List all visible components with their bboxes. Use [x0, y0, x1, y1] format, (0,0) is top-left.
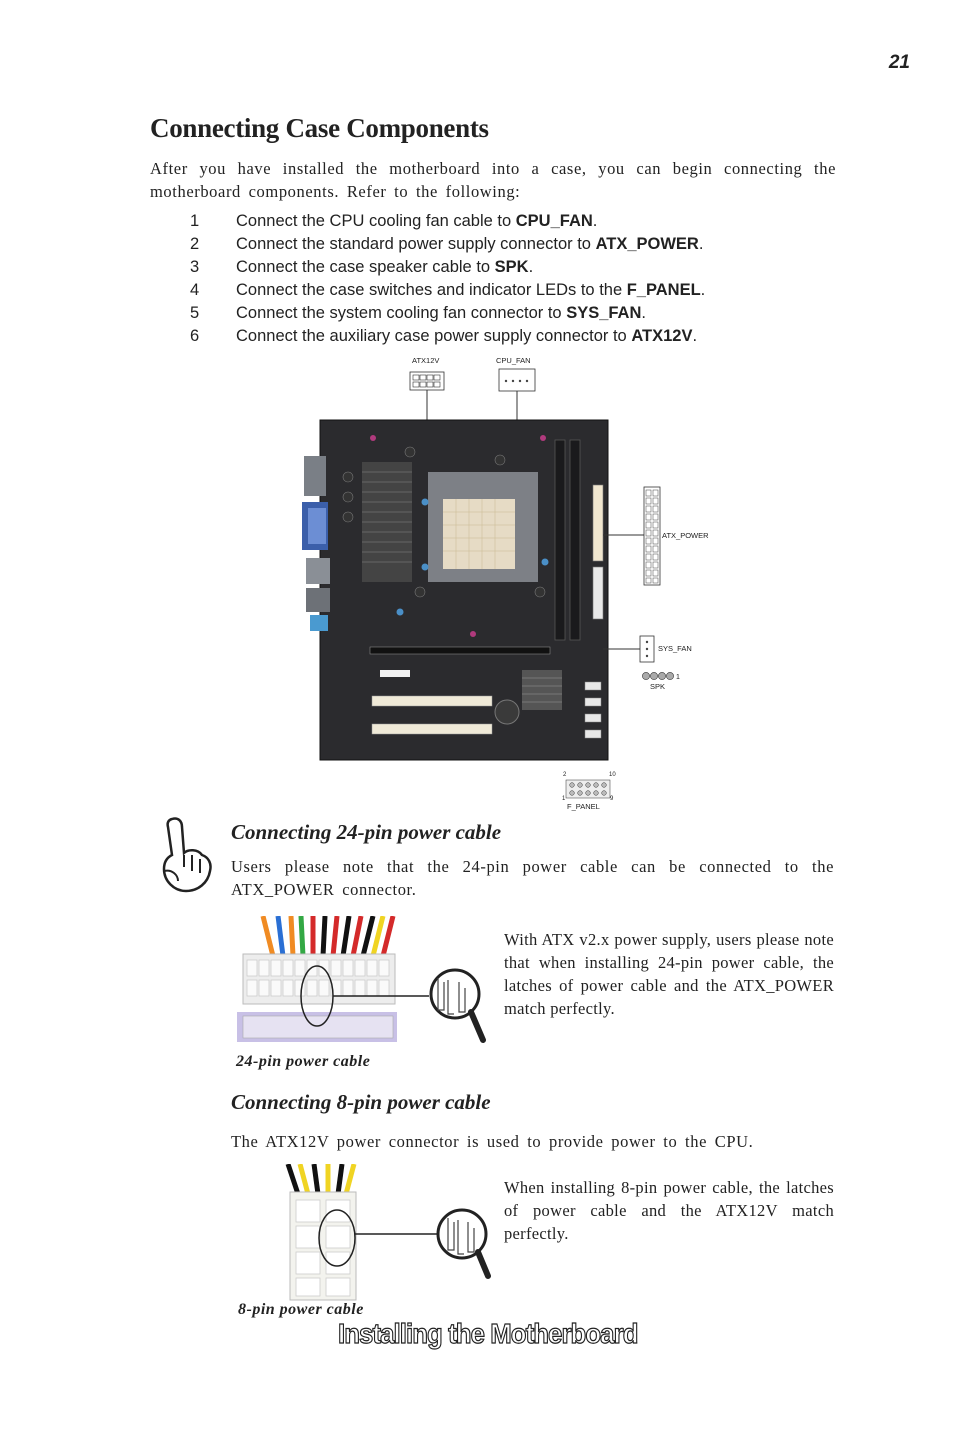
pointing-hand-icon: [158, 815, 216, 900]
list-item: 2 Connect the standard power supply connector to ATX_POWER.: [190, 235, 704, 253]
svg-text:2: 2: [563, 772, 567, 778]
caption-24pin: 24-pin power cable: [236, 1053, 371, 1070]
tip-24pin: With ATX v2.x power supply, users please note that when installing 24-pin power cable, the latches of power cable and the ATX_POWER match perfectly.: [504, 930, 834, 1018]
section-heading-24pin: Connecting 24-pin power cable: [231, 820, 502, 844]
24pin-cable-image: [233, 916, 493, 1051]
cpu-fan-label: CPU_FAN: [496, 356, 531, 365]
atx12v-label: ATX12V: [412, 356, 440, 365]
svg-text:10: 10: [609, 772, 616, 778]
motherboard-diagram: [300, 352, 730, 827]
cpu-fan-connector-icon: [499, 369, 535, 391]
page-number: 21: [888, 52, 910, 73]
list-item: 3 Connect the case speaker cable to SPK.: [190, 258, 534, 276]
list-item: 1 Connect the CPU cooling fan cable to CPU_FAN.: [190, 212, 598, 230]
list-item: 5 Connect the system cooling fan connector to SYS_FAN.: [190, 304, 646, 322]
f-panel-label: F_PANEL: [567, 802, 600, 811]
spk-connector-icon: [642, 672, 673, 679]
f-panel-connector-icon: [566, 780, 610, 798]
note-8pin: The ATX12V power connector is used to provide power to the CPU.: [231, 1132, 754, 1151]
section-heading-8pin: Connecting 8-pin power cable: [231, 1090, 491, 1114]
caption-8pin: 8-pin power cable: [238, 1301, 364, 1318]
intro-paragraph: After you have installed the motherboard into a case, you can begin connecting the motherboard components. Refer to the following:: [150, 159, 836, 201]
atx-power-label: ATX_POWER: [662, 531, 709, 540]
page-title: Connecting Case Components: [150, 113, 489, 143]
footer-chapter-title: Installing the Motherboard: [338, 1318, 638, 1349]
note-24pin: Users please note that the 24-pin power cable can be connected to the ATX_POWER connector.: [231, 857, 834, 899]
list-item: 6 Connect the auxiliary case power supply connector to ATX12V.: [190, 327, 698, 345]
tip-8pin: When installing 8-pin power cable, the latches of power cable and the ATX12V match perfectly.: [504, 1178, 834, 1243]
svg-text:1: 1: [562, 796, 566, 802]
list-item: 4 Connect the case switches and indicator LEDs to the F_PANEL.: [190, 281, 706, 299]
sys-fan-label: SYS_FAN: [658, 644, 692, 653]
steps-list: [190, 210, 790, 348]
svg-text:1: 1: [676, 674, 680, 681]
spk-label: SPK: [650, 682, 666, 691]
svg-text:9: 9: [610, 796, 614, 802]
8pin-cable-image: [280, 1164, 500, 1309]
